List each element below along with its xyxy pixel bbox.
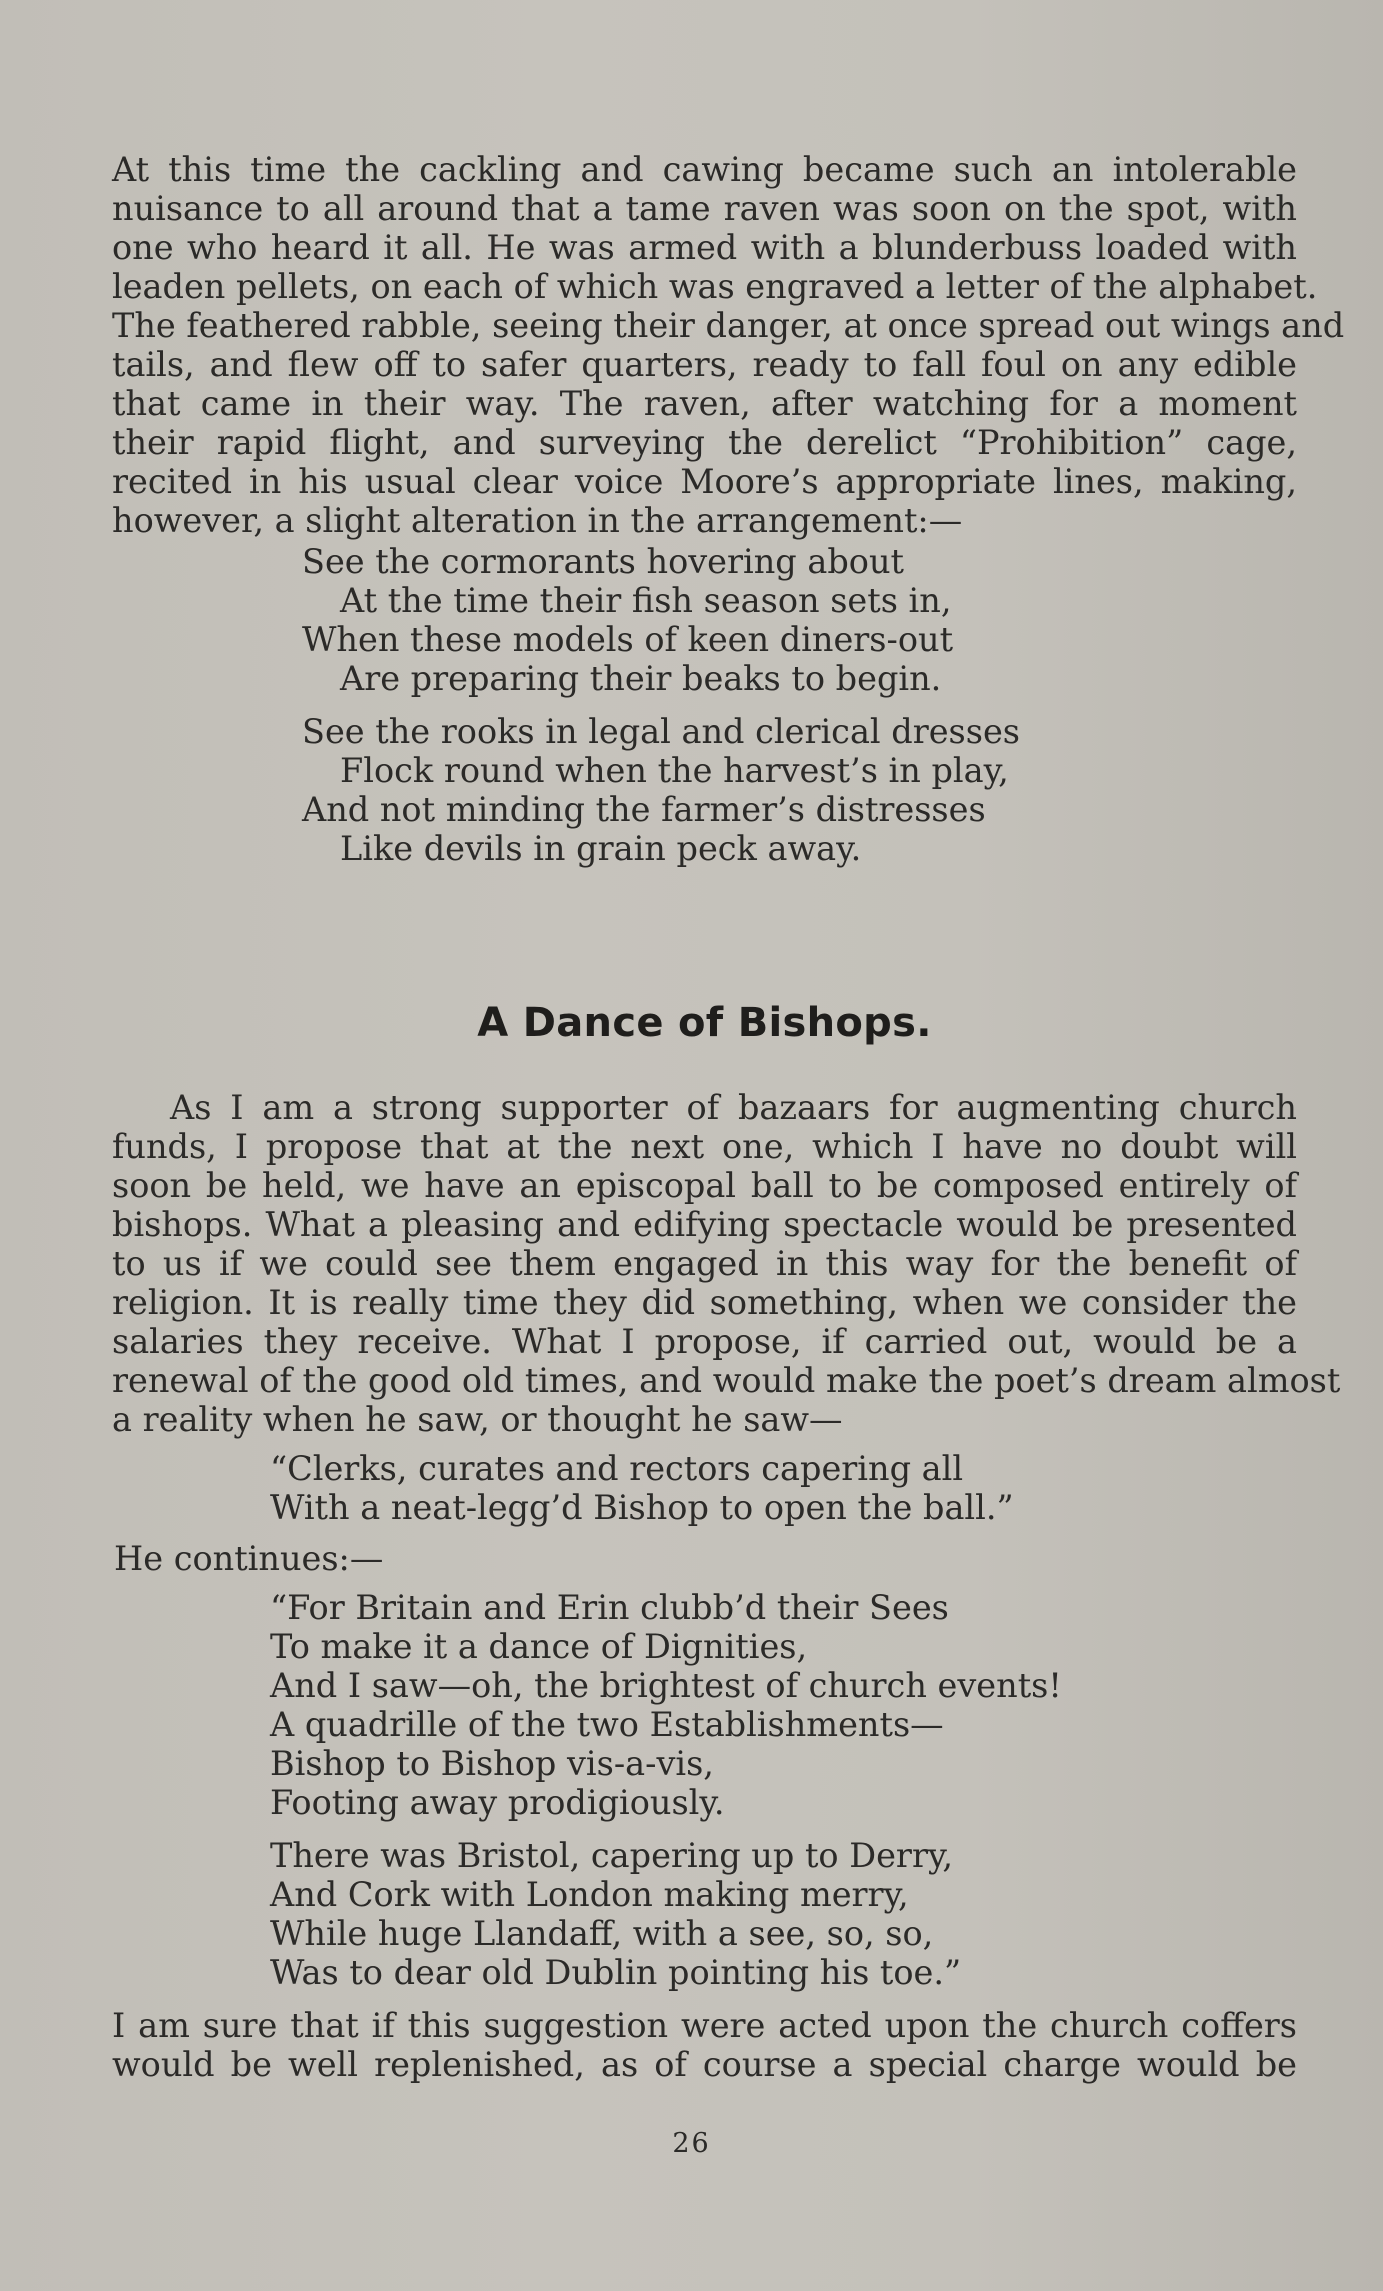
verse-line: And not minding the farmer’s distresses <box>302 790 986 829</box>
verse-dance <box>270 1588 1297 1992</box>
text-line: tails, and flew off to safer quarters, ready to fall foul on any edible <box>112 345 1297 384</box>
text-line: however, a slight alteration in the arrangement:— <box>112 501 963 540</box>
verse-line: Like devils in grain peck away. <box>340 829 862 868</box>
text-line: religion. It is really time they did something, when we consider the <box>112 1283 1297 1322</box>
text-line: would be well replenished, as of course a special charge would be <box>112 2045 1297 2084</box>
verse-line: See the cormorants hovering about <box>302 542 905 581</box>
stanza <box>302 712 1297 868</box>
verse-line: And I saw—oh, the brightest of church events! <box>270 1666 1062 1705</box>
verse-clerks <box>270 1449 1297 1527</box>
verse-line: At the time their fish season sets in, <box>340 581 952 620</box>
intro-paragraph <box>112 150 1345 540</box>
verse-cormorants <box>302 542 1297 868</box>
text-line: At this time the cackling and cawing became such an intolerable <box>112 150 1297 189</box>
verse-line: Bishop to Bishop vis-a-vis, <box>270 1744 714 1783</box>
text-line: to us if we could see them engaged in this way for the benefit of <box>112 1244 1297 1283</box>
verse-line: While huge Llandaff, with a see, so, so, <box>270 1914 934 1953</box>
text-line: soon be held, we have an episcopal ball to be composed entirely of <box>112 1166 1297 1205</box>
text-line: their rapid flight, and surveying the derelict “Prohibition” cage, <box>112 423 1297 462</box>
text-line: that came in their way. The raven, after watching for a moment <box>112 384 1297 423</box>
verse-line: When these models of keen diners-out <box>302 620 954 659</box>
text-line: I am sure that if this suggestion were acted upon the church coffers <box>112 2006 1297 2045</box>
text-line: a reality when he saw, or thought he saw— <box>112 1400 843 1439</box>
continues-line: He continues:— <box>114 1539 384 1578</box>
page-number: 26 <box>672 2128 711 2159</box>
text-line: salaries they receive. What I propose, if carried out, would be a <box>112 1322 1297 1361</box>
verse-line: A quadrille of the two Establishments— <box>270 1705 944 1744</box>
stanza <box>302 542 1297 698</box>
stanza <box>270 1836 1297 1992</box>
verse-line: And Cork with London making merry, <box>270 1875 909 1914</box>
text-line: renewal of the good old times, and would make the poet’s dream almost <box>112 1361 1341 1400</box>
text-line: The feathered rabble, seeing their danger, at once spread out wings and <box>112 306 1345 345</box>
verse-line: Flock round when the harvest’s in play, <box>340 751 1009 790</box>
verse-line: Was to dear old Dublin pointing his toe.” <box>270 1953 962 1992</box>
verse-line: “For Britain and Erin clubb’d their Sees <box>270 1588 949 1627</box>
section-heading: A Dance of Bishops. <box>477 1000 932 1046</box>
bishops-paragraph <box>112 1088 1341 1439</box>
verse-line: Are preparing their beaks to begin. <box>340 659 942 698</box>
verse-line: See the rooks in legal and clerical dresses <box>302 712 1020 751</box>
text-line: As I am a strong supporter of bazaars for augmenting church <box>170 1088 1297 1127</box>
verse-line: “Clerks, curates and rectors capering all <box>270 1449 964 1488</box>
text-line: nuisance to all around that a tame raven was soon on the spot, with <box>112 189 1297 228</box>
verse-line: There was Bristol, capering up to Derry, <box>270 1836 954 1875</box>
text-line: bishops. What a pleasing and edifying spectacle would be presented <box>112 1205 1297 1244</box>
closing-paragraph <box>112 2006 1297 2084</box>
text-line: one who heard it all. He was armed with a blunderbuss loaded with <box>112 228 1297 267</box>
stanza <box>270 1588 1297 1822</box>
text-line: leaden pellets, on each of which was engraved a letter of the alphabet. <box>112 267 1318 306</box>
text-line: funds, I propose that at the next one, which I have no doubt will <box>112 1127 1297 1166</box>
text-line: recited in his usual clear voice Moore’s appropriate lines, making, <box>112 462 1297 501</box>
verse-line: Footing away prodigiously. <box>270 1783 725 1822</box>
page-content <box>112 150 1345 2084</box>
verse-line: To make it a dance of Dignities, <box>270 1627 808 1666</box>
verse-line: With a neat-legg’d Bishop to open the ball.” <box>270 1488 1014 1527</box>
